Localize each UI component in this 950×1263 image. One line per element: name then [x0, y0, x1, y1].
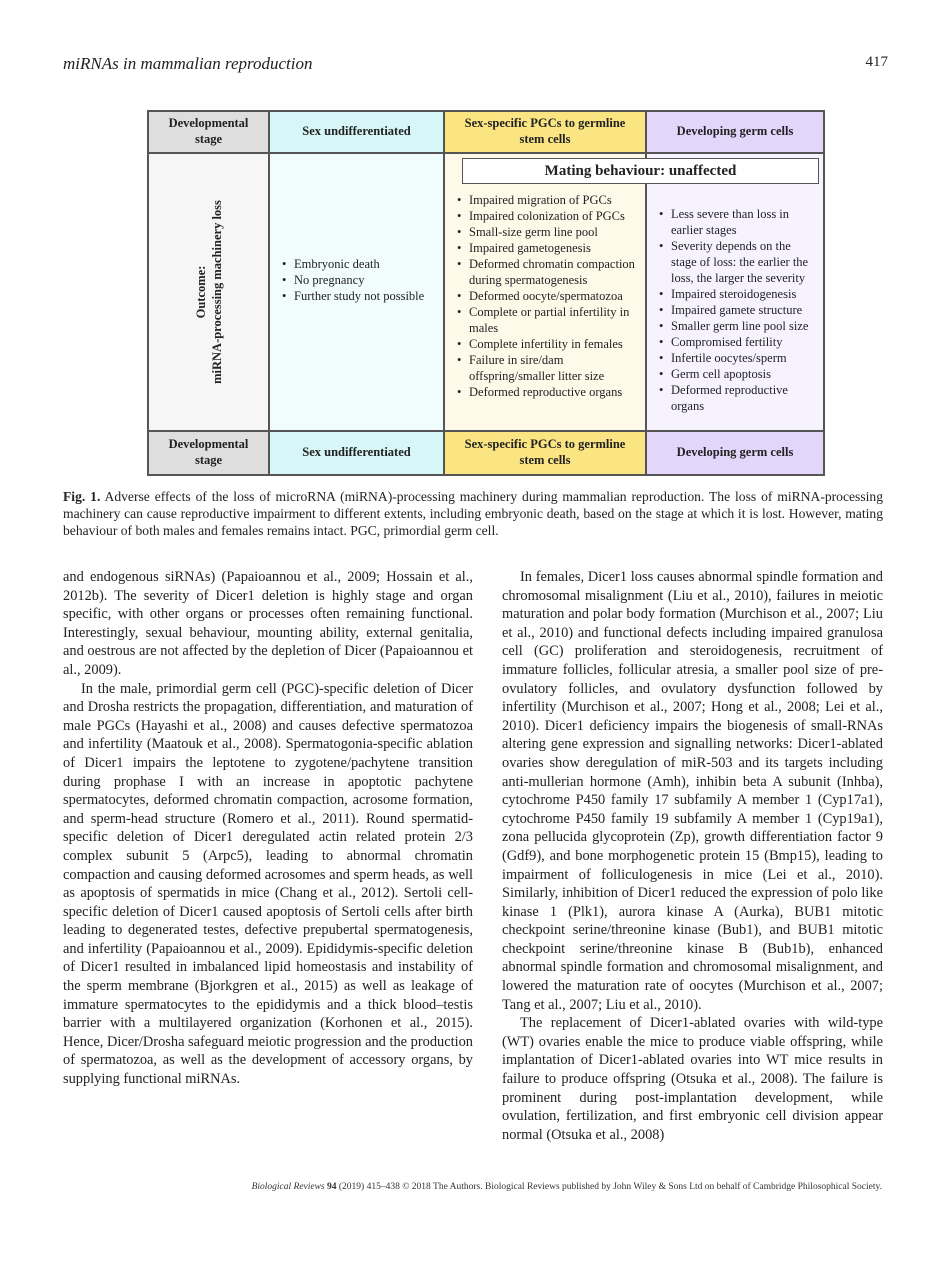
paragraph: In the male, primordial germ cell (PGC)-specific deletion of Dicer and Drosha restricts the propagation, differentiation, and maturation of male PGCs (Hayashi et al., 2008) and causes defective spermatozoa and infertility (Maatouk et al., 2008). Spermatogonia-specific ablation of Dicer1 impairs the leptotene to zygotene/pachytene transition during prophase I with an increase in apoptotic pachytene spermatocytes, deformed chromatin compaction, acrosome formation, and sperm-head structure (Romero et al., 2011). Round spermatid-specific deletion of Dicer1 deregulated actin related protein 2/3 complex subunit 5 (Arpc5), leading to abnormal chromatin compaction and causing deformed acrosomes and sperm heads, as well as apoptosis of spermatids in mice (Chang et al., 2012). Sertoli cell-specific deletion of Dicer1 caused apoptosis of Sertoli cells after birth leading to degenerated testes, defective prepubertal spermatogenesis, and infertility (Papaioannou et al., 2009). Epididymis-specific deletion of Dicer1 resulted in imbalanced lipid homeostasis and instability of the sperm membrane (Bjorkgren et al., 2015) as well as leakage of immature spermatocytes to the epididymis and a thick blood–testis barrier with a multilayered organization (Korhonen et al., 2015). Hence, Dicer/Drosha safeguard meiotic progression and the production of spermatozoa, as well as the development of accessory organs, by supplying functional miRNAs.	[63, 680, 473, 1088]
list-item: • Complete or partial infertility in males	[469, 304, 641, 336]
header-developing-germ-cells: Developing germ cells	[647, 112, 823, 154]
list-item: • Deformed reproductive organs	[469, 384, 641, 400]
list-item: • Germ cell apoptosis	[671, 366, 819, 382]
outcome-list	[653, 206, 819, 414]
journal-name: Biological Reviews	[251, 1182, 325, 1192]
sex-specific-outcomes	[445, 154, 647, 432]
list-item: • Embryonic death	[294, 256, 424, 272]
mating-behaviour-box: Mating behaviour: unaffected	[462, 158, 819, 184]
outcome-label-cell	[149, 154, 270, 432]
page-number: 417	[865, 54, 888, 70]
paragraph: and endogenous siRNAs) (Papaioannou et al., 2009; Hossain et al., 2012b). The severity of Dicer1 deletion is highly stage and organ specific, with other organs or processes often remaining functional. Interestingly, sexual behaviour, mounting ability, external genitalia, and oestrous are not affected by the depletion of Dicer (Papaioannou et al., 2009).	[63, 569, 473, 678]
page-footer	[252, 1182, 882, 1192]
header-sex-specific-pgcs: Sex-specific PGCs to germline stem cells	[445, 112, 647, 154]
journal-volume: 94	[327, 1182, 337, 1192]
list-item: • Impaired gametogenesis	[469, 240, 641, 256]
list-item: • Failure in sire/dam offspring/smaller litter size	[469, 352, 641, 384]
figure-caption	[63, 488, 883, 539]
list-item: • Impaired steroidogenesis	[671, 286, 819, 302]
list-item: • Impaired colonization of PGCs	[469, 208, 641, 224]
list-item: • Further study not possible	[294, 288, 424, 304]
footer-sex-specific-pgcs: Sex-specific PGCs to germline stem cells	[445, 432, 647, 474]
running-head	[63, 54, 888, 74]
header-sex-undifferentiated: Sex undifferentiated	[270, 112, 445, 154]
outcome-label: Outcome: miRNA-processing machinery loss	[193, 200, 224, 384]
list-item: • Deformed reproductive organs	[671, 382, 819, 414]
footer-text: (2019) 415–438 © 2018 The Authors. Biological Reviews published by John Wiley & Sons Ltd on behalf of Cambridge Philosophical Society.	[336, 1182, 882, 1192]
left-column	[63, 568, 473, 1089]
header-stage-label: Developmental stage	[149, 112, 270, 154]
right-column	[502, 568, 883, 1144]
paragraph: The replacement of Dicer1-ablated ovaries with wild-type (WT) ovaries enable the mice to produce viable offspring, while implantation of Dicer1-ablated ovaries into WT mice results in failure to produce offspring (Otsuka et al., 2008). The failure is prominent during post-implantation development, while ovulation, fertilization, and first embryonic cell division appear normal (Otsuka et al., 2008)	[502, 1015, 883, 1143]
list-item: • Severity depends on the stage of loss: the earlier the loss, the larger the severity	[671, 238, 819, 286]
running-title: miRNAs in mammalian reproduction	[63, 54, 313, 73]
list-item: • Compromised fertility	[671, 334, 819, 350]
paragraph: In females, Dicer1 loss causes abnormal spindle formation and chromosomal misalignment (Liu et al., 2010), failures in meiotic maturation and polar body formation (Murchison et al., 2007; Liu et al., 2010) and functional defects including impaired granulosa cell (GC) proliferation and steroidogenesis, recruitment of immature follicles, follicular atresia, a smaller pool size of pre-ovulatory follicles, and ovulatory dysfunction followed by infertility (Murchison et al., 2007; Hong et al., 2008; Lei et al., 2010). Dicer1 deficiency impairs the biogenesis of small-RNAs altering gene expression and signalling networks: Dicer1-ablated ovaries show deregulation of miR-503 and its targets including anti-mullerian hormone (Amh), inhibin beta A subunit (Inhba), cytochrome P450 family 17 subfamily A member 1 (Cyp17a1), cytochrome P450 family 19 subfamily A member 1 (Cyp19a1), zona pellucida glycoprotein (Zp), growth differentiation factor 9 (Gdf9), and bone morphogenetic protein 15 (Bmp15), leading to impairment of folliculogenesis in mice (Lei et al., 2010). Similarly, inhibition of Dicer1 reduced the expression of polo like kinase 1 (Plk1), aurora kinase A (Aurka), BUB1 mitotic checkpoint serine/threonine kinase (Bub1), and BUB1 mitotic checkpoint serine/threonine kinase B (Bub1b), enhanced abnormal spindle formation and chromosomal misalignment, and lowered the maturation rate of oocytes (Murchison et al., 2007; Tang et al., 2007; Liu et al., 2010).	[502, 569, 883, 1013]
footer-developing-germ-cells: Developing germ cells	[647, 432, 823, 474]
list-item: • Deformed oocyte/spermatozoa	[469, 288, 641, 304]
list-item: • Less severe than loss in earlier stages	[671, 206, 819, 238]
developing-germ-cells-outcomes	[647, 154, 823, 432]
outcome-list	[276, 256, 424, 304]
footer-stage-label: Developmental stage	[149, 432, 270, 474]
list-item: • Smaller germ line pool size	[671, 318, 819, 334]
footer-sex-undifferentiated: Sex undifferentiated	[270, 432, 445, 474]
outcome-list	[451, 192, 641, 400]
sex-undifferentiated-outcomes	[270, 154, 445, 432]
list-item: • Deformed chromatin compaction during spermatogenesis	[469, 256, 641, 288]
list-item: • Complete infertility in females	[469, 336, 641, 352]
list-item: • Infertile oocytes/sperm	[671, 350, 819, 366]
list-item: • Impaired migration of PGCs	[469, 192, 641, 208]
caption-text: Adverse effects of the loss of microRNA (miRNA)-processing machinery during mammalian reproduction. The loss of miRNA-processing machinery can cause reproductive impairment to different extents, including embryonic death, based on the stage at which it is lost. However, mating behaviour of both males and females remains intact. PGC, primordial germ cell.	[63, 489, 884, 538]
list-item: • Small-size germ line pool	[469, 224, 641, 240]
figure-1	[147, 110, 825, 476]
list-item: • No pregnancy	[294, 272, 424, 288]
list-item: • Impaired gamete structure	[671, 302, 819, 318]
caption-label: Fig. 1.	[63, 489, 101, 504]
